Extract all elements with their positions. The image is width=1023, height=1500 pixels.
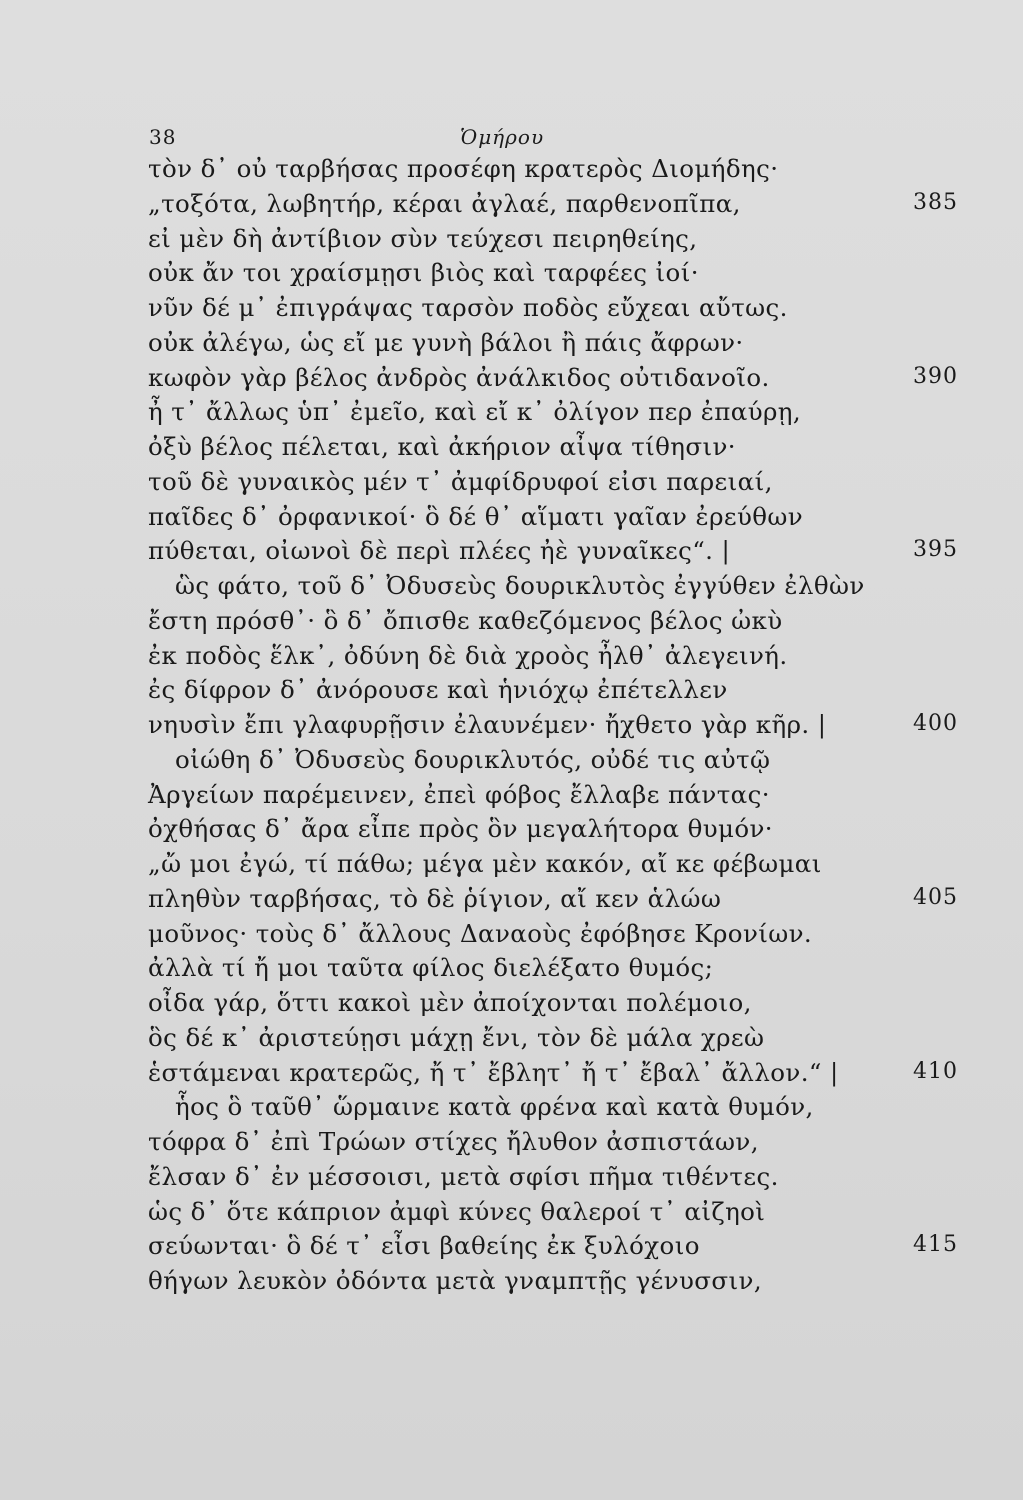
verse-line — [0, 393, 1023, 428]
verse-line — [0, 185, 1023, 220]
verse-text: οὐκ ἄν τοι χραίσμῃσι βιὸς καὶ ταρφέες ἰοί· — [148, 258, 699, 288]
verse-text: ἀλλὰ τί ἤ μοι ταῦτα φίλος διελέξατο θυμός; — [148, 953, 714, 983]
verse-line — [0, 1262, 1023, 1297]
verse-line — [0, 1088, 1023, 1123]
verse-text: θήγων λευκὸν ὀδόντα μετὰ γναμπτῇς γένυσσιν, — [148, 1266, 763, 1295]
verse-text: „τοξότα, λωβητήρ, κέραι ἀγλαέ, παρθενοπῖπα, — [148, 188, 741, 218]
verse-text: „ὤ μοι ἐγώ, τί πάθω; μέγα μὲν κακόν, αἴ κε φέβωμαι — [148, 849, 822, 878]
verse-text: νῦν δέ μ᾽ ἐπιγράψας ταρσὸν ποδὸς εὔχεαι αὔτως. — [148, 293, 788, 322]
verse-text: οἰώθη δ᾽ Ὀδυσεὺς δουρικλυτός, οὐδέ τις αὐτῷ — [175, 744, 771, 774]
verse-line — [0, 845, 1023, 880]
verse-text: Ἀργείων παρέμεινεν, ἐπεὶ φόβος ἔλλαβε πάντας· — [148, 779, 770, 809]
line-number: 415 — [913, 1232, 958, 1258]
running-head: Ὁμήρου — [460, 125, 545, 149]
verse-text: ὡς δ᾽ ὅτε κάπριον ἀμφὶ κύνες θαλεροί τ᾽ αἰζηοὶ — [148, 1196, 766, 1226]
verse-text: οὐκ ἀλέγω, ὡς εἴ με γυνὴ βάλοι ἢ πάις ἄφρων· — [148, 327, 744, 357]
verse-line — [0, 880, 1023, 915]
verse-line — [0, 220, 1023, 255]
verse-text: τόφρα δ᾽ ἐπὶ Τρώων στίχες ἤλυθον ἀσπιστάων, — [148, 1127, 759, 1156]
verse-text: ἐς δίφρον δ᾽ ἀνόρουσε καὶ ἡνιόχῳ ἐπέτελλεν — [148, 675, 728, 705]
verse-line — [0, 1054, 1023, 1089]
verse-line — [0, 532, 1023, 567]
verse-line — [0, 428, 1023, 463]
verse-text: οἶδα γάρ, ὅττι κακοὶ μὲν ἀποίχονται πολέμοιο, — [148, 988, 752, 1017]
line-number: 385 — [913, 189, 958, 215]
verse-text: νηυσὶν ἔπι γλαφυρῇσιν ἐλαυνέμεν· ἤχθετο γὰρ κῆρ. | — [148, 710, 827, 739]
verse-text: ἐκ ποδὸς ἕλκ᾽, ὀδύνη δὲ διὰ χροὸς ἦλθ᾽ ἀλεγεινή. — [148, 640, 788, 670]
verse-text: ἧος ὃ ταῦθ᾽ ὥρμαινε κατὰ φρένα καὶ κατὰ θυμόν, — [175, 1092, 814, 1122]
verse-text: εἰ μὲν δὴ ἀντίβιον σὺν τεύχεσι πειρηθείης, — [148, 223, 698, 253]
verse-line — [0, 150, 1023, 185]
verse-line — [0, 706, 1023, 741]
verse-text: ὣς φάτο, τοῦ δ᾽ Ὀδυσεὺς δουρικλυτὸς ἐγγύθεν ἐλθὼν — [175, 571, 865, 600]
verse-text: μοῦνος· τοὺς δ᾽ ἄλλους Δαναοὺς ἐφόβησε Κρονίων. — [148, 918, 813, 948]
verse-line — [0, 289, 1023, 324]
line-number: 405 — [913, 884, 958, 910]
verse-line — [0, 949, 1023, 984]
line-number: 400 — [913, 711, 958, 736]
verse-line — [0, 1158, 1023, 1193]
verse-text: ὃς δέ κ᾽ ἀριστεύῃσι μάχῃ ἔνι, τὸν δὲ μάλα χρεὼ — [148, 1022, 765, 1052]
verse-line — [0, 810, 1023, 845]
verse-line — [0, 637, 1023, 672]
verse-text: παῖδες δ᾽ ὀρφανικοί· ὃ δέ θ᾽ αἵματι γαῖαν ἐρεύθων — [148, 501, 804, 531]
verse-text: τὸν δ᾽ οὐ ταρβήσας προσέφη κρατερὸς Διομήδης· — [148, 154, 779, 183]
verse-line — [0, 359, 1023, 394]
verse-line — [0, 915, 1023, 950]
verse-line — [0, 324, 1023, 359]
line-number: 410 — [913, 1058, 958, 1084]
verse-text: κωφὸν γὰρ βέλος ἀνδρὸς ἀνάλκιδος οὐτιδανοῖο. — [148, 362, 770, 392]
verse-text: τοῦ δὲ γυναικὸς μέν τ᾽ ἀμφίδρυφοί εἰσι παρειαί, — [148, 466, 773, 496]
verse-line — [0, 567, 1023, 602]
verse-line — [0, 498, 1023, 533]
verse-line — [0, 671, 1023, 706]
verse-line — [0, 1227, 1023, 1262]
verse-text: ἔλσαν δ᾽ ἐν μέσσοισι, μετὰ σφίσι πῆμα τιθέντες. — [148, 1161, 779, 1191]
verse-line — [0, 1123, 1023, 1158]
verse-line — [0, 602, 1023, 637]
verse-line — [0, 741, 1023, 776]
verse-line — [0, 254, 1023, 289]
verse-line — [0, 1019, 1023, 1054]
verse-line — [0, 776, 1023, 811]
verse-text: ὀξὺ βέλος πέλεται, καὶ ἀκήριον αἶψα τίθησιν· — [148, 432, 736, 461]
verse-block — [0, 150, 1023, 1297]
line-number: 390 — [913, 363, 958, 389]
line-number: 395 — [913, 537, 958, 563]
verse-text: πληθὺν ταρβήσας, τὸ δὲ ῥίγιον, αἴ κεν ἁλώω — [148, 883, 722, 913]
verse-text: ἑστάμεναι κρατερῶς, ἤ τ᾽ ἔβλητ᾽ ἤ τ᾽ ἔβαλ᾽ ἄλλον.“ | — [148, 1057, 839, 1087]
verse-text: πύθεται, οἰωνοὶ δὲ περὶ πλέες ἠὲ γυναῖκες“. | — [148, 536, 731, 566]
verse-text: ἦ τ᾽ ἄλλως ὑπ᾽ ἐμεῖο, καὶ εἴ κ᾽ ὀλίγον περ ἐπαύρῃ, — [148, 397, 802, 427]
verse-text: ἔστη πρόσθ᾽· ὃ δ᾽ ὄπισθε καθεζόμενος βέλος ὠκὺ — [148, 605, 783, 635]
verse-line — [0, 1193, 1023, 1228]
verse-text: σεύωνται· ὃ δέ τ᾽ εἶσι βαθείης ἐκ ξυλόχοιο — [148, 1231, 700, 1261]
verse-line — [0, 463, 1023, 498]
page-number: 38 — [149, 125, 177, 149]
verse-text: ὀχθήσας δ᾽ ἄρα εἶπε πρὸς ὃν μεγαλήτορα θυμόν· — [148, 814, 773, 844]
verse-line — [0, 984, 1023, 1019]
